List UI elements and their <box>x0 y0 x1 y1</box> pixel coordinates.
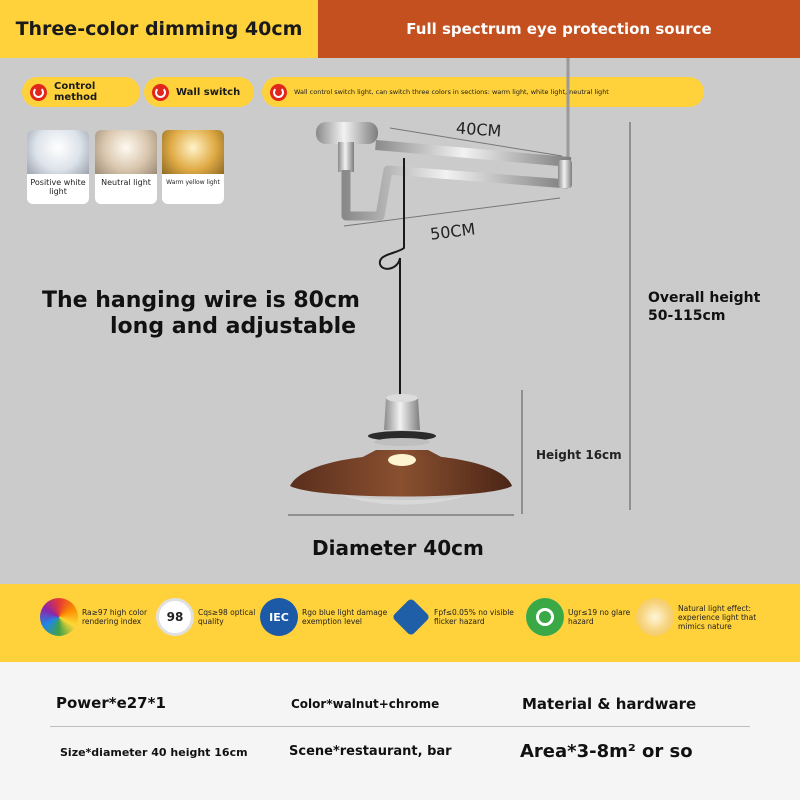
natural-light-icon <box>636 598 674 636</box>
diameter-label: Diameter 40cm <box>312 536 484 560</box>
control-method-label: Control method <box>54 81 98 103</box>
arm-top-label: 40CM <box>455 118 502 141</box>
cqs-98-icon <box>156 598 194 636</box>
spec-area: Area*3-8m² or so <box>520 741 693 762</box>
spec-divider <box>50 726 750 727</box>
feature-item <box>526 598 632 636</box>
iec-badge: IEC <box>269 610 289 624</box>
flicker-icon <box>392 598 431 637</box>
wall-mount <box>316 122 378 144</box>
feature-item <box>156 598 256 636</box>
iec-icon <box>260 598 298 636</box>
color-wheel-icon <box>40 598 78 636</box>
arm-bottom-label: 50CM <box>429 219 477 244</box>
feature-text: Fpf≤0.05% no visible flicker hazard <box>434 608 514 626</box>
socket-top <box>386 394 418 402</box>
cqs-badge: 98 <box>166 610 184 624</box>
lamp-glow <box>388 454 416 466</box>
spec-scene: Scene*restaurant, bar <box>289 744 452 759</box>
wire-length-line1: The hanging wire is 80cm <box>42 288 360 313</box>
spec-size: Size*diameter 40 height 16cm <box>60 746 248 759</box>
header-right-title: Full spectrum eye protection source <box>318 0 800 58</box>
header-left-title: Three-color dimming 40cm <box>0 0 318 58</box>
feature-text: Ugr≤19 no glare hazard <box>568 608 631 626</box>
pendant-lamp-drawing <box>0 58 800 584</box>
swing-arm <box>346 170 568 216</box>
arm-joint <box>558 160 572 188</box>
lamp-ring <box>374 438 430 446</box>
wire-length-line2: long and adjustable <box>110 314 357 339</box>
swatch-label: Neutral light <box>101 178 151 187</box>
feature-text: Rgo blue light damage exemption level <box>302 608 388 626</box>
spec-power: Power*e27*1 <box>56 694 166 712</box>
description-label: Wall control switch light, can switch three colors in sections: warm light, white light, neutral light <box>294 88 609 96</box>
lamp-socket <box>384 398 420 430</box>
overall-height-line2: 50-115cm <box>648 308 726 324</box>
feature-text: Cqs≥98 optical quality <box>198 608 256 626</box>
swatch-label: Positive white light <box>30 178 86 196</box>
eye-icon <box>526 598 564 636</box>
feature-item <box>40 598 152 636</box>
wall-switch-label: Wall switch <box>176 86 241 98</box>
feature-item <box>636 598 776 636</box>
swatch-label: Warm yellow light <box>166 179 220 186</box>
product-illustration <box>0 58 800 584</box>
spec-color: Color*walnut+chrome <box>291 697 440 711</box>
overall-height-line1: Overall height <box>648 290 761 306</box>
feature-item <box>392 598 522 636</box>
feature-text: Ra≥97 high color rendering index <box>82 608 148 626</box>
mount-stem <box>338 142 354 172</box>
feature-item <box>260 598 388 636</box>
spec-table <box>0 662 800 800</box>
feature-text: Natural light effect: experience light that mimics nature <box>678 603 757 631</box>
height-label: Height 16cm <box>536 448 622 462</box>
feature-strip <box>0 584 800 662</box>
spec-material: Material & hardware <box>522 695 697 713</box>
